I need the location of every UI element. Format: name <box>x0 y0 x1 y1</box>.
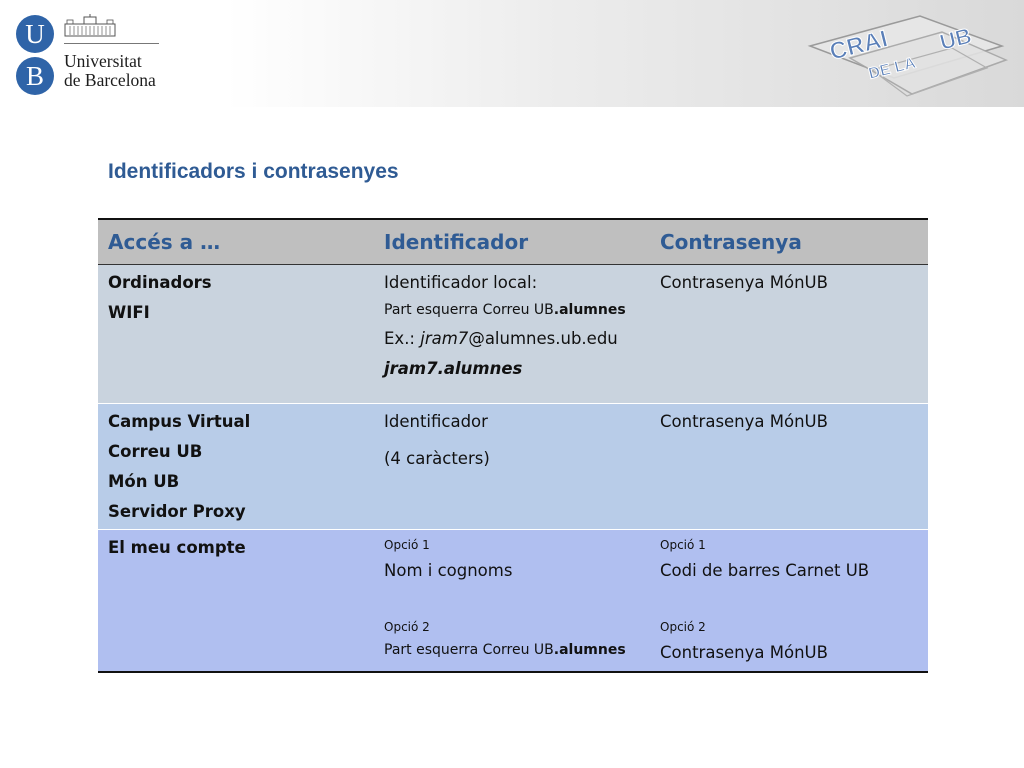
university-building-icon <box>64 14 116 38</box>
access-item: Món UB <box>108 472 180 491</box>
university-name-line2: de Barcelona <box>64 70 156 90</box>
access-cell <box>98 265 374 403</box>
access-item: Ordinadors <box>108 273 212 292</box>
table-row <box>98 404 928 530</box>
option-value-suffix: .alumnes <box>553 642 626 658</box>
option-value: Codi de barres Carnet UB <box>660 561 870 580</box>
password-cell <box>650 404 928 529</box>
access-item: Correu UB <box>108 442 203 461</box>
logo-letter-u: U <box>16 15 54 53</box>
crai-logo-word-crai: CRAI <box>826 25 891 66</box>
logo-divider <box>64 43 159 44</box>
option-value-prefix: Part esquerra Correu UB <box>384 642 554 658</box>
column-header-identifier: Identificador <box>384 230 529 254</box>
option-label: Opció 2 <box>660 620 706 634</box>
option-label: Opció 1 <box>660 538 706 552</box>
access-item: Servidor Proxy <box>108 502 246 521</box>
identifier-line <box>384 302 626 318</box>
option-label: Opció 1 <box>384 538 430 552</box>
identifier-line: Identificador local: <box>384 273 538 292</box>
example-prefix: Ex.: <box>384 329 421 348</box>
access-cell <box>98 530 374 671</box>
crai-logo-word-ub: UB <box>937 22 975 55</box>
identifier-example-result: jram7.alumnes <box>384 359 523 378</box>
example-user: jram7 <box>420 329 469 348</box>
access-cell <box>98 404 374 529</box>
identifier-cell <box>374 404 650 529</box>
option-value: Contrasenya MónUB <box>660 643 828 662</box>
password-value: Contrasenya MónUB <box>660 412 828 431</box>
logo-letter-b: B <box>16 57 54 95</box>
credentials-table <box>98 218 928 673</box>
column-header-password: Contrasenya <box>660 230 802 254</box>
page-title: Identificadors i contrasenyes <box>108 160 399 183</box>
access-item: El meu compte <box>108 538 246 557</box>
column-header-access: Accés a … <box>108 230 221 254</box>
access-item: Campus Virtual <box>108 412 251 431</box>
identifier-cell <box>374 265 650 403</box>
identifier-line: (4 caràcters) <box>384 449 490 468</box>
header-band <box>0 0 1024 107</box>
universitat-de-barcelona-logo <box>16 12 166 98</box>
option-value: Nom i cognoms <box>384 561 513 580</box>
identifier-line-prefix: Part esquerra Correu UB <box>384 302 554 318</box>
identifier-line: Identificador <box>384 412 488 431</box>
table-row <box>98 265 928 404</box>
password-value: Contrasenya MónUB <box>660 273 828 292</box>
password-cell <box>650 530 928 671</box>
option-label: Opció 2 <box>384 620 430 634</box>
option-value <box>384 642 626 658</box>
identifier-line-suffix: .alumnes <box>553 302 626 318</box>
crai-logo-word-de-la: DE LA <box>866 54 918 83</box>
university-name-line1: Universitat <box>64 51 142 71</box>
table-header-row <box>98 220 928 265</box>
university-name <box>64 52 156 90</box>
access-item: WIFI <box>108 303 150 322</box>
password-cell <box>650 265 928 403</box>
table-row <box>98 530 928 671</box>
example-domain: @alumnes.ub.edu <box>468 329 618 348</box>
identifier-example <box>384 329 618 348</box>
crai-de-la-ub-logo <box>802 8 1012 104</box>
identifier-cell <box>374 530 650 671</box>
